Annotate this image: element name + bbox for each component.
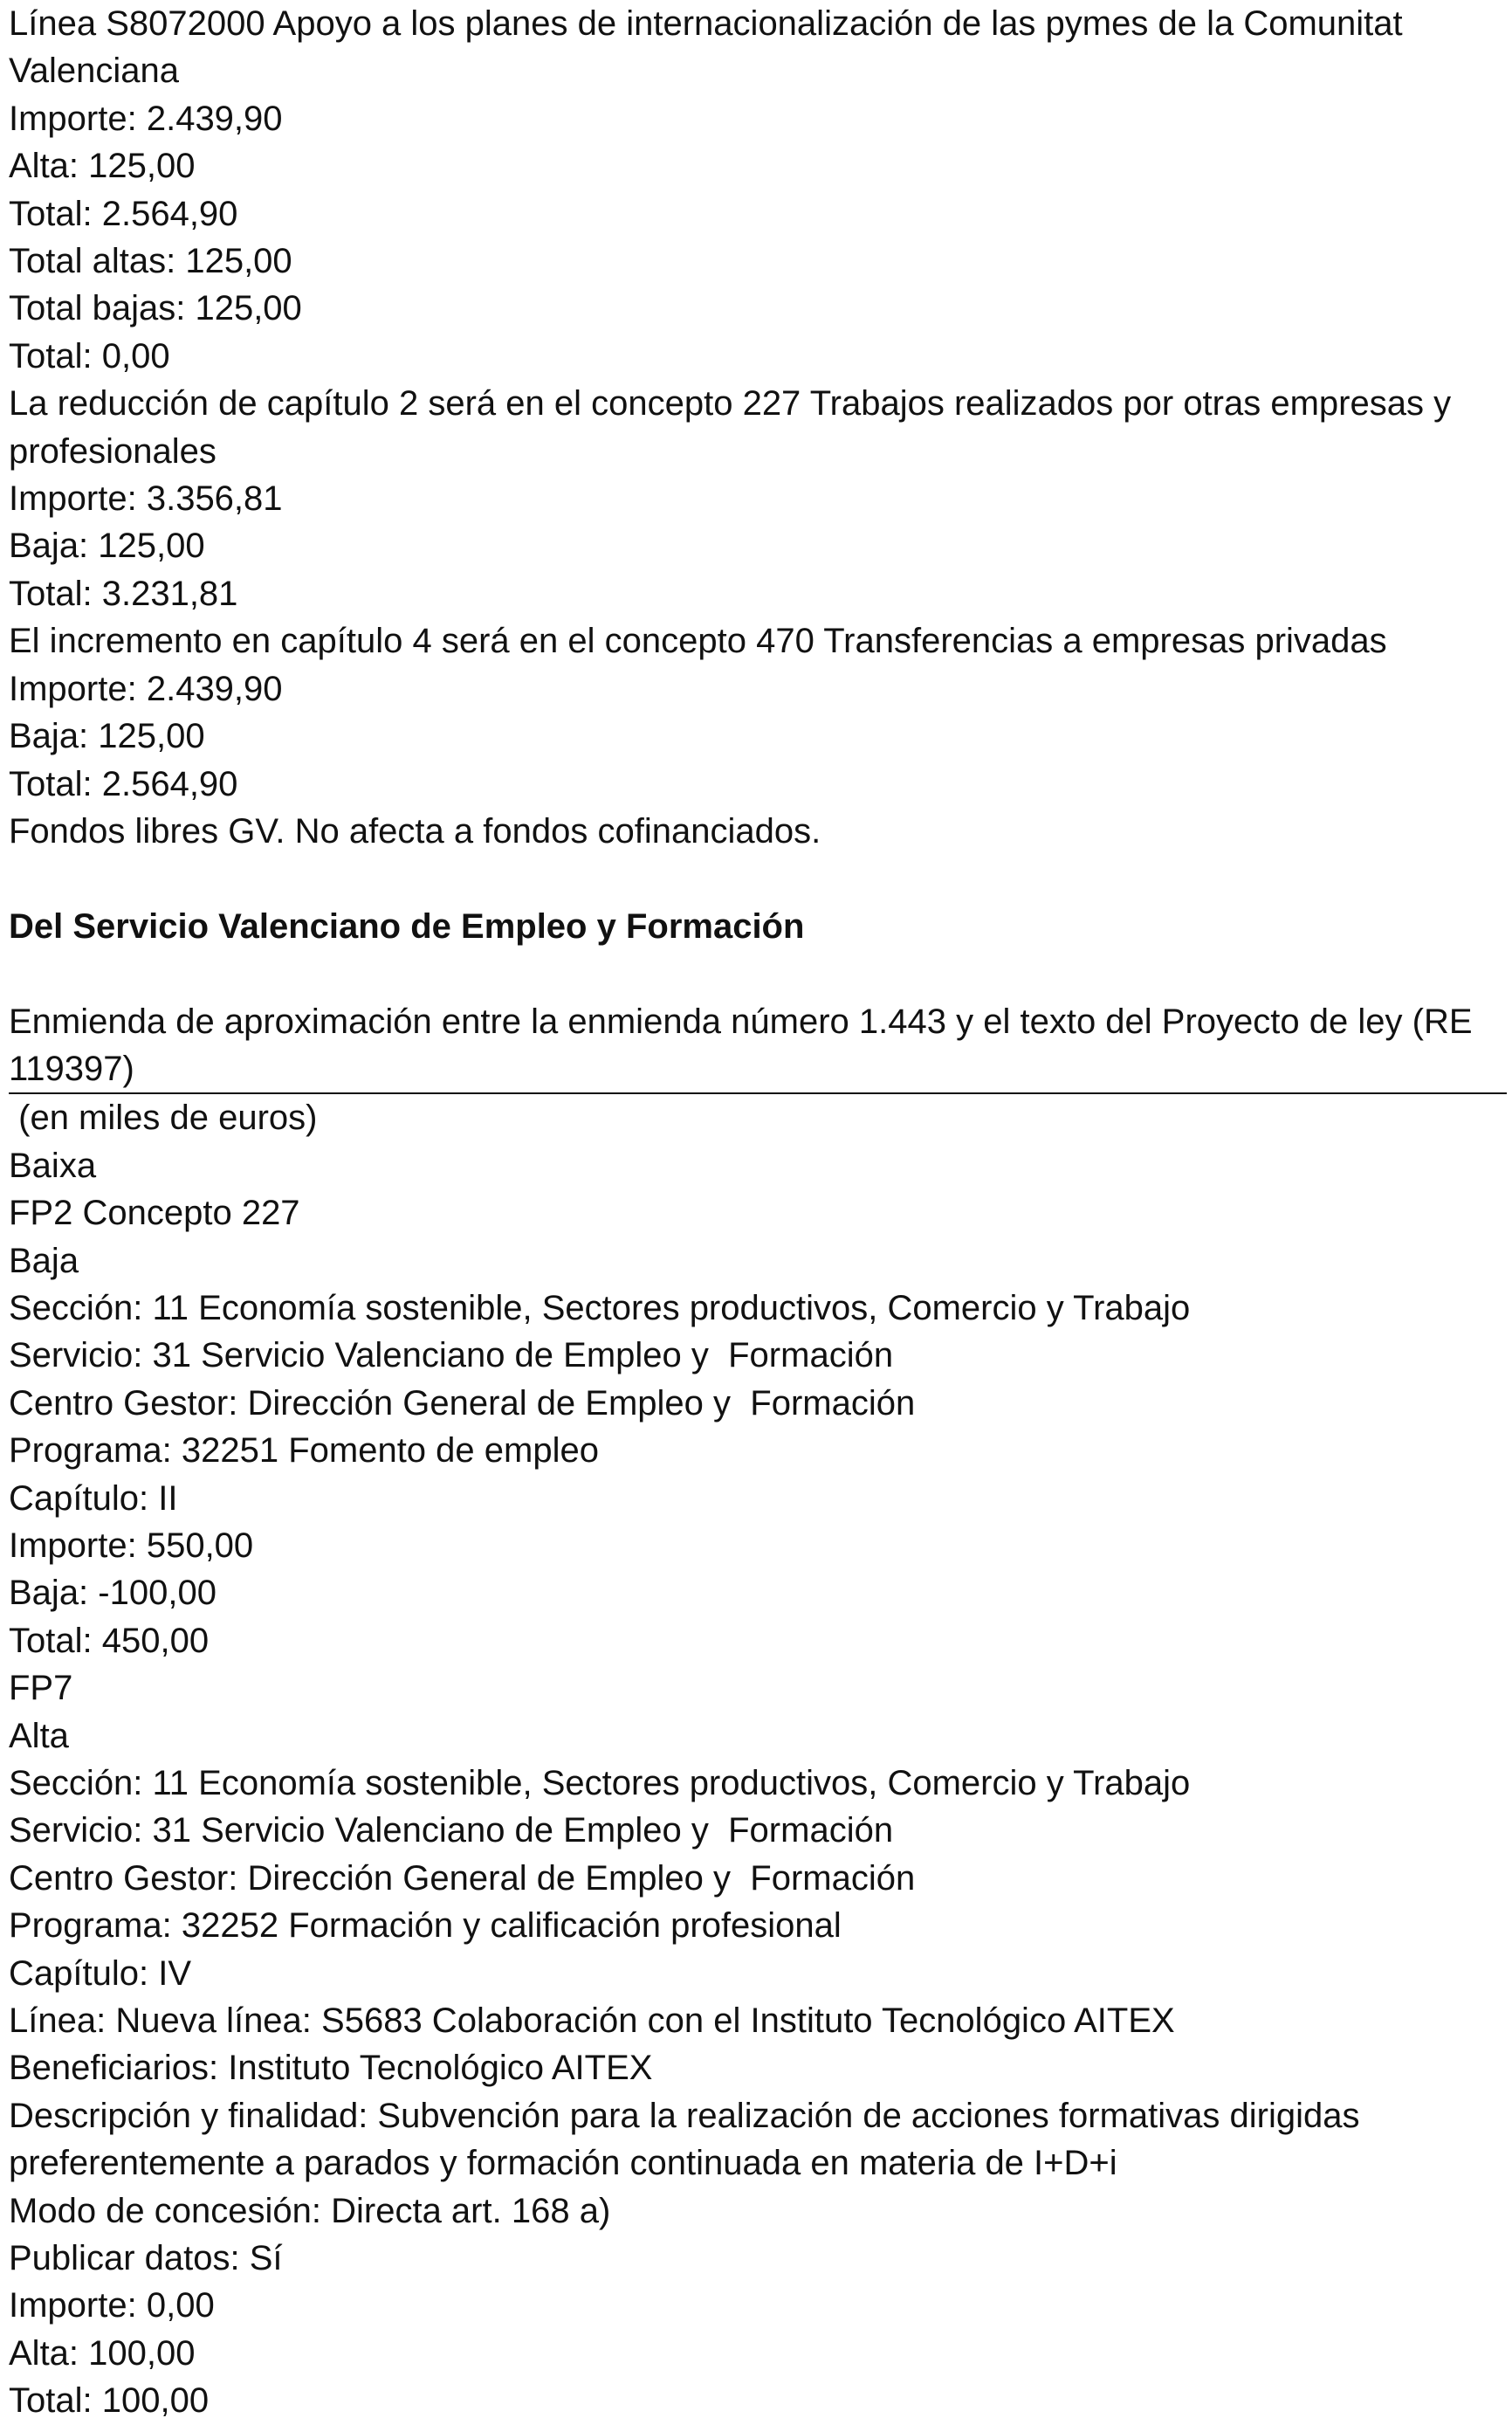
text-line: Total: 2.564,90 — [9, 194, 238, 233]
text-line: Descripción y finalidad: Subvención para la realización de acciones formativas dirigidas preferentemente a parados y formación continuada en materia de I+D+i — [9, 2096, 1370, 2183]
text-line: Línea S8072000 Apoyo a los planes de internacionalización de las pymes de la Comunitat Valenciana — [9, 4, 1412, 91]
section-heading: Del Servicio Valenciano de Empleo y Formación — [9, 906, 805, 946]
text-line: Total: 100,00 — [9, 2381, 210, 2421]
text-line: Baja: 125,00 — [9, 527, 205, 566]
text-line: FP7 — [9, 1669, 73, 1708]
text-line: Total bajas: 125,00 — [9, 289, 302, 328]
text-line: Programa: 32252 Formación y calificación profesional — [9, 1906, 842, 1946]
text-line: Modo de concesión: Directa art. 168 a) — [9, 2191, 611, 2230]
spacer — [9, 855, 1510, 902]
text-line: Baja — [9, 1241, 79, 1280]
text-line: Total: 450,00 — [9, 1621, 210, 1660]
text-line: Importe: 2.439,90 — [9, 99, 283, 138]
spacer — [9, 950, 1510, 997]
text-line: Importe: 3.356,81 — [9, 479, 283, 519]
text-line: Alta: 125,00 — [9, 147, 196, 186]
text-line: Programa: 32251 Fomento de empleo — [9, 1431, 599, 1471]
text-line: Línea: Nueva línea: S5683 Colaboración con el Instituto Tecnológico AITEX — [9, 2001, 1175, 2041]
text-line: Capítulo: II — [9, 1478, 178, 1518]
text-line: Sección: 11 Economía sostenible, Sectores productivos, Comercio y Trabajo — [9, 1288, 1191, 1327]
text-line: Alta: 100,00 — [9, 2333, 196, 2373]
text-line: Baja: -100,00 — [9, 1574, 216, 1613]
text-line: Importe: 0,00 — [9, 2286, 215, 2325]
text-line: Sección: 11 Economía sostenible, Sectores productivos, Comercio y Trabajo — [9, 1764, 1191, 1802]
text-line: FP2 Concepto 227 — [9, 1194, 300, 1233]
text-line: Capítulo: IV — [9, 1953, 192, 1993]
text-line: Total altas: 125,00 — [9, 242, 292, 281]
block-1 — [9, 0, 1510, 855]
amendment-intro: Enmienda de aproximación entre la enmienda número 1.443 y el texto del Proyecto de ley (RE 119397) — [9, 1002, 1482, 1088]
text-line: Importe: 550,00 — [9, 1526, 254, 1565]
text-line: Servicio: 31 Servicio Valenciano de Empleo y Formación — [9, 1336, 894, 1375]
text-line: Publicar datos: Sí — [9, 2239, 283, 2278]
block-2 — [9, 1142, 1510, 2425]
text-line: Beneficiarios: Instituto Tecnológico AITEX — [9, 2049, 653, 2088]
document-body — [9, 0, 1510, 2425]
text-line: Total: 2.564,90 — [9, 764, 238, 803]
text-line: Servicio: 31 Servicio Valenciano de Empleo y Formación — [9, 1811, 894, 1850]
text-line: El incremento en capítulo 4 será en el concepto 470 Transferencias a empresas privadas — [9, 622, 1387, 661]
text-line: Centro Gestor: Dirección General de Empleo y Formación — [9, 1383, 916, 1423]
text-line: Total: 3.231,81 — [9, 574, 238, 613]
text-line: Total: 0,00 — [9, 336, 170, 375]
text-line: Baja: 125,00 — [9, 717, 205, 756]
text-line: Importe: 2.439,90 — [9, 669, 283, 708]
text-line: Centro Gestor: Dirección General de Empleo y Formación — [9, 1858, 916, 1898]
text-line: Baixa — [9, 1146, 97, 1185]
units-note: (en miles de euros) — [9, 1099, 318, 1138]
text-line: Fondos libres GV. No afecta a fondos cofinanciados. — [9, 811, 821, 851]
text-line: La reducción de capítulo 2 será en el concepto 227 Trabajos realizados por otras empresas y profesionales — [9, 384, 1461, 471]
text-line: Alta — [9, 1716, 69, 1755]
